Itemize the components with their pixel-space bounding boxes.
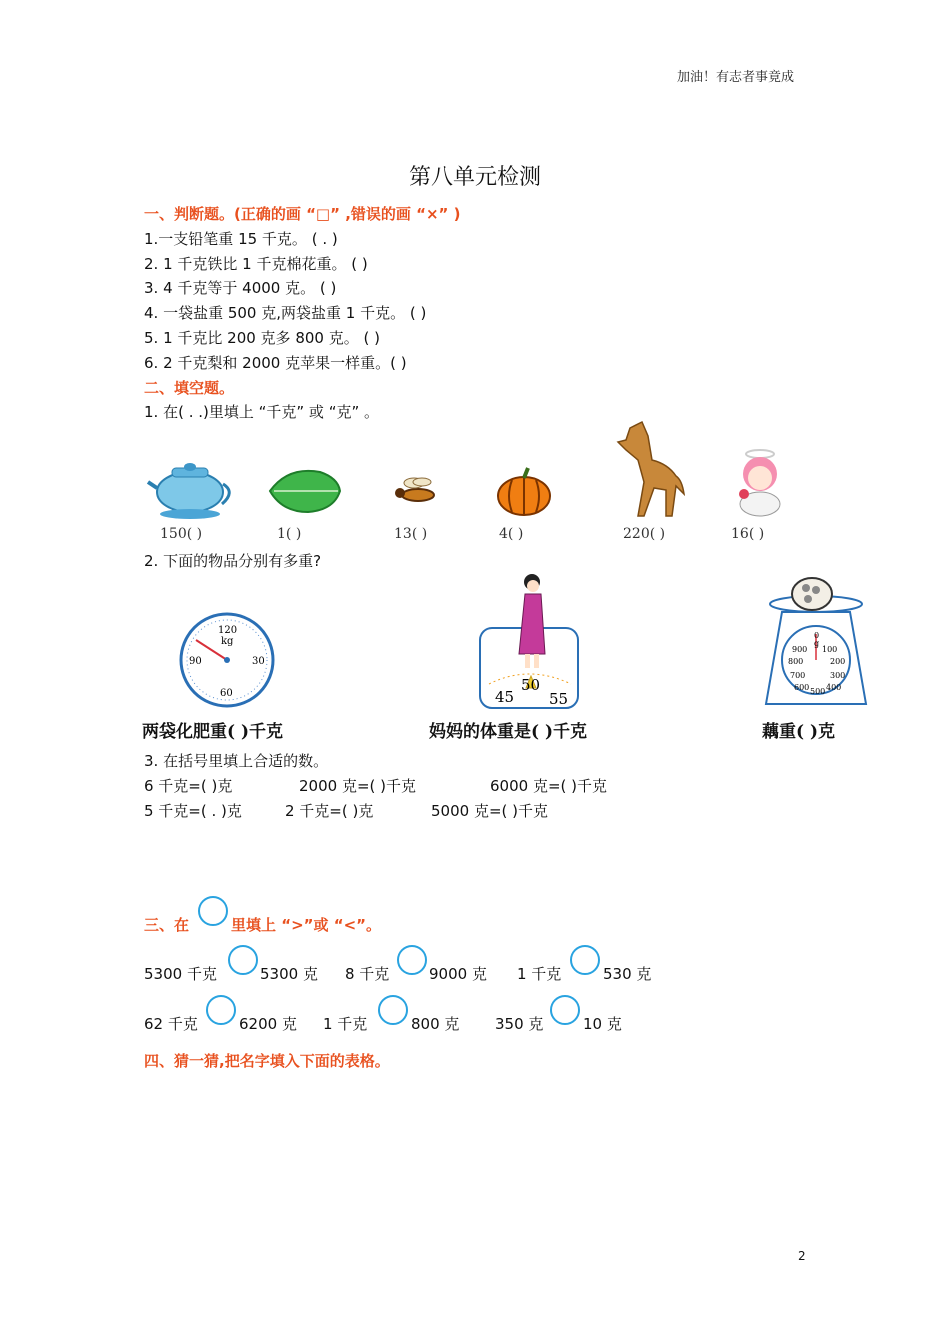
convert-1-1: 6 千克=( )克 <box>144 777 233 795</box>
dial1-tick-90: 90 <box>189 656 202 667</box>
dial3-tick-700: 700 <box>790 671 806 680</box>
compare-circle-4[interactable] <box>206 995 236 1025</box>
dial1-unit: kg <box>221 636 234 647</box>
compare-circle-example <box>198 896 228 926</box>
horse-image <box>612 420 686 518</box>
bee-image <box>390 473 440 513</box>
fill-question-1: 1. 在( . .)里填上 “千克” 或 “克” 。 <box>144 403 380 421</box>
compare-6-left: 350 克 <box>495 1015 544 1033</box>
dial3-tick-500: 500 <box>810 687 826 696</box>
caption-bee: 13( ) <box>394 526 428 542</box>
fill-question-2: 2. 下面的物品分别有多重? <box>144 552 322 570</box>
compare-1-right: 5300 克 <box>260 965 318 983</box>
dial3-tick-200: 200 <box>830 657 846 666</box>
dial3-unit: g <box>814 639 820 648</box>
caption-fertilizer: 两袋化肥重( )千克 <box>142 722 284 742</box>
caption-leaf: 1( ) <box>277 526 302 542</box>
caption-baby: 16( ) <box>731 526 765 542</box>
convert-2-1: 5 千克=( . )克 <box>144 802 242 820</box>
judge-item-4: 4. 一袋盐重 500 克,两袋盐重 1 千克。 ( ) <box>144 304 427 322</box>
caption-lotus-root: 藕重( )克 <box>762 722 836 742</box>
convert-1-2: 2000 克=( )千克 <box>299 777 416 795</box>
dial2-tick-55: 55 <box>549 690 569 708</box>
caption-mom-weight: 妈妈的体重是( )千克 <box>429 722 588 742</box>
dial1-tick-30: 30 <box>252 656 265 667</box>
leaf-image <box>268 466 342 516</box>
compare-2-right: 9000 克 <box>429 965 487 983</box>
compare-5-left: 1 千克 <box>323 1015 368 1033</box>
judge-item-1: 1.一支铅笔重 15 千克。 ( . ) <box>144 230 338 248</box>
compare-circle-1[interactable] <box>228 945 258 975</box>
compare-3-right: 530 克 <box>603 965 652 983</box>
caption-horse: 220( ) <box>623 526 666 542</box>
page-title: 第八单元检测 <box>408 165 541 190</box>
compare-4-right: 6200 克 <box>239 1015 297 1033</box>
teapot-image <box>150 462 235 524</box>
compare-circle-6[interactable] <box>550 995 580 1025</box>
pumpkin-image <box>496 466 552 516</box>
compare-6-right: 10 克 <box>583 1015 622 1033</box>
dial3-tick-600: 600 <box>794 683 810 692</box>
dial1-tick-60: 60 <box>220 688 233 699</box>
convert-2-3: 5000 克=( )千克 <box>431 802 548 820</box>
compare-3-left: 1 千克 <box>517 965 562 983</box>
compare-circle-2[interactable] <box>397 945 427 975</box>
baby-image <box>730 448 792 518</box>
caption-teapot: 150( ) <box>160 526 203 542</box>
compare-2-left: 8 千克 <box>345 965 390 983</box>
dial3-tick-0: 0 <box>814 631 820 640</box>
dial3-tick-100: 100 <box>822 645 838 654</box>
page-number: 2 <box>798 1249 806 1263</box>
compare-circle-5[interactable] <box>378 995 408 1025</box>
judge-item-5: 5. 1 千克比 200 克多 800 克。 ( ) <box>144 329 380 347</box>
dial3-tick-800: 800 <box>788 657 804 666</box>
section3-heading-end: 里填上 “>”或 “<”。 <box>231 916 382 934</box>
convert-2-2: 2 千克=( )克 <box>285 802 374 820</box>
fill-question-3: 3. 在括号里填上合适的数。 <box>144 752 329 770</box>
lotus-root-scale <box>762 572 870 708</box>
dial3-tick-300: 300 <box>830 671 846 680</box>
section3-heading-start: 三、在 <box>144 916 190 934</box>
page-header: 加油！有志者事竟成 <box>677 70 795 85</box>
section4-heading: 四、猜一猜,把名字填入下面的表格。 <box>144 1052 390 1070</box>
section2-heading: 二、填空题。 <box>144 379 235 397</box>
dial3-tick-400: 400 <box>826 683 842 692</box>
caption-pumpkin: 4( ) <box>499 526 524 542</box>
dial2-tick-50: 50 <box>521 676 541 694</box>
section1-heading: 一、判断题。(正确的画 “□” ,错误的画 “×” ) <box>144 205 461 223</box>
mom-on-scale <box>479 572 579 710</box>
compare-circle-3[interactable] <box>570 945 600 975</box>
convert-1-3: 6000 克=( )千克 <box>490 777 607 795</box>
dial1-tick-120: 120 <box>218 625 238 636</box>
compare-1-left: 5300 千克 <box>144 965 217 983</box>
judge-item-6: 6. 2 千克梨和 2000 克苹果一样重。( ) <box>144 354 407 372</box>
compare-5-right: 800 克 <box>411 1015 460 1033</box>
judge-item-2: 2. 1 千克铁比 1 千克棉花重。 ( ) <box>144 255 368 273</box>
dial3-tick-900: 900 <box>792 645 808 654</box>
compare-4-left: 62 千克 <box>144 1015 198 1033</box>
dial2-tick-45: 45 <box>495 688 515 706</box>
dial-scale-kg <box>178 612 276 708</box>
judge-item-3: 3. 4 千克等于 4000 克。 ( ) <box>144 279 337 297</box>
